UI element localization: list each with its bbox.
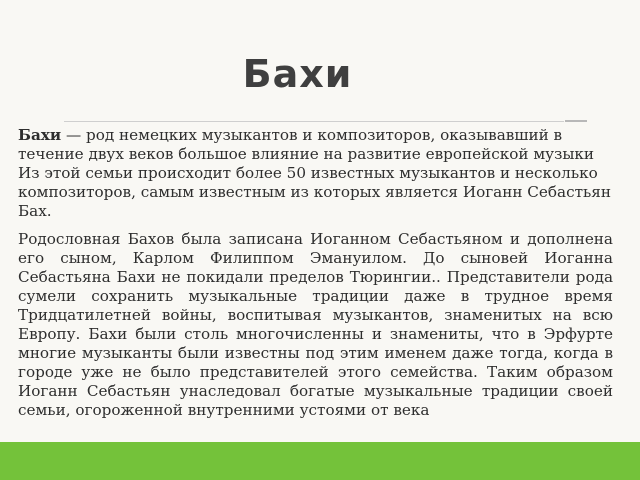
title-divider-accent — [565, 120, 587, 122]
intro-text: — род немецких музыкантов и композиторов, оказывавший в течение двух веков большое влияние на развитие европейской музыки Из этой семьи происходит более 50 известных музыкантов и несколько композиторов, самым известным из которых является Иоганн Себастьян Бах. — [18, 126, 611, 220]
intro-term: Бахи — [18, 126, 62, 144]
slide-title: Бахи — [242, 52, 353, 96]
intro-paragraph — [18, 126, 613, 221]
slide-body — [18, 126, 613, 420]
footer-accent-bar — [0, 442, 640, 480]
title-divider — [64, 121, 564, 122]
body-paragraph: Родословная Бахов была записана Иоганном Себастьяном и дополнена его сыном, Карлом Филиппом Эмануилом. До сыновей Иоганна Себастьяна Бахи не покидали пределов Тюрингии.. Представители рода сумели сохранить музыкальные традиции даже в трудное время Тридцатилетней войны, воспитывая музыкантов, знаменитых на всю Европу. Бахи были столь многочисленны и знамениты, что в Эрфурте многие музыканты были известны под этим именем даже тогда, когда в городе уже не было представителей этого семейства. Таким образом Иоганн Себастьян унаследовал богатые музыкальные традиции своей семьи, огороженной внутренними устоями от века — [18, 230, 613, 419]
